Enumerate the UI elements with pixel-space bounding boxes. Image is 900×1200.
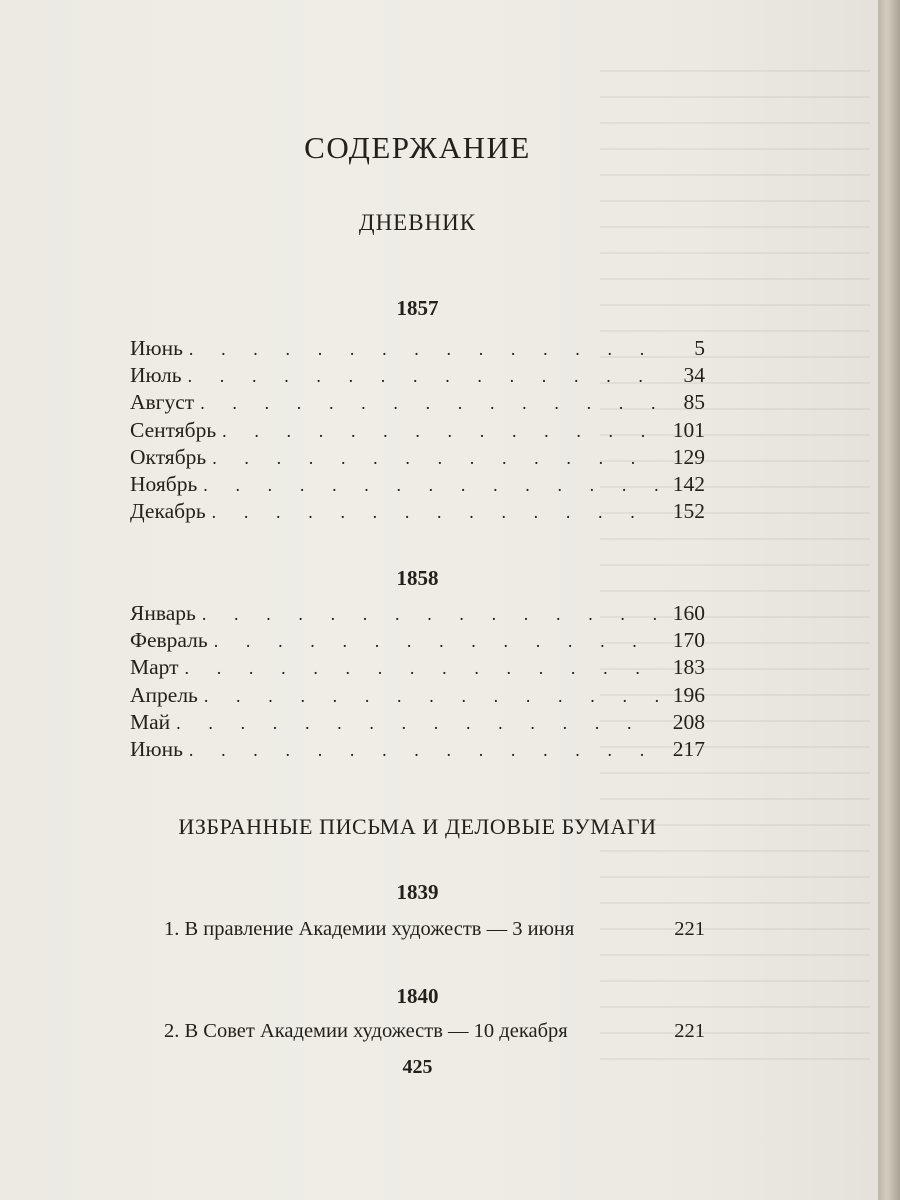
toc-entry-label: Июнь xyxy=(130,336,183,360)
toc-entry-label: Сентябрь xyxy=(130,417,217,442)
page-title: СОДЕРЖАНИЕ xyxy=(304,130,531,165)
toc-entry-page: 170 xyxy=(672,628,705,653)
letter-entry xyxy=(130,1020,705,1043)
toc-entry-page: 152 xyxy=(672,499,705,524)
toc-entry-label: Апрель xyxy=(130,682,198,707)
toc-entry-page: 101 xyxy=(672,417,705,442)
letter-entry-page: 221 xyxy=(674,918,705,940)
dot-leader xyxy=(203,475,659,496)
section-heading-letters: ИЗБРАННЫЕ ПИСЬМА И ДЕЛОВЫЕ БУМАГИ xyxy=(178,814,657,839)
dot-leader xyxy=(212,502,659,523)
dot-leader xyxy=(189,339,659,360)
toc-entry-page: 142 xyxy=(672,471,705,496)
dot-leader xyxy=(214,631,659,652)
toc-entry xyxy=(130,418,705,445)
toc-entry xyxy=(130,710,705,737)
letter-entry-text: 1. В правление Академии художеств — 3 июня xyxy=(164,918,575,940)
toc-entry-page: 160 xyxy=(672,601,705,625)
toc-entry-page: 183 xyxy=(672,655,705,680)
year-heading-1857: 1857 xyxy=(396,296,439,320)
toc-entry-label: Декабрь xyxy=(130,499,206,524)
letter-entry-text: 2. В Совет Академии художеств — 10 декабря xyxy=(164,1020,568,1042)
toc-entry-label: Март xyxy=(130,655,179,680)
dot-leader xyxy=(176,713,659,734)
toc-entry xyxy=(130,683,705,710)
dot-leader xyxy=(188,366,659,387)
toc-entry-page: 217 xyxy=(672,736,705,761)
toc-entry-page: 196 xyxy=(672,682,705,707)
toc-entry xyxy=(130,445,705,472)
toc-entry-page: 34 xyxy=(683,363,705,388)
toc-entry-page: 5 xyxy=(694,336,705,360)
toc-entry xyxy=(130,655,705,682)
dot-leader xyxy=(204,686,659,707)
toc-entry-label: Октябрь xyxy=(130,444,207,469)
toc-entry-label: Июнь xyxy=(130,736,183,761)
toc-entry-label: Август xyxy=(130,390,195,415)
letter-entry-page: 221 xyxy=(674,1020,705,1042)
dot-leader xyxy=(202,604,659,625)
toc-entry xyxy=(130,737,705,764)
toc-entry-label: Июль xyxy=(130,363,182,388)
page-number: 425 xyxy=(402,1056,433,1078)
dot-leader xyxy=(222,421,659,442)
toc-entry xyxy=(130,336,705,363)
toc-list-1857 xyxy=(130,336,705,526)
toc-entry-page: 129 xyxy=(672,444,705,469)
dot-leader xyxy=(200,393,659,414)
toc-entry-page: 85 xyxy=(683,390,705,415)
toc-entry-label: Ноябрь xyxy=(130,471,198,496)
page-edge xyxy=(878,0,900,1200)
dot-leader xyxy=(212,448,659,469)
toc-entry xyxy=(130,499,705,526)
section-heading-diary: ДНЕВНИК xyxy=(358,210,477,235)
toc-entry xyxy=(130,472,705,499)
toc-entry-label: Январь xyxy=(130,601,196,625)
dot-leader xyxy=(189,740,659,761)
dot-leader xyxy=(185,658,659,679)
toc-entry xyxy=(130,628,705,655)
toc-entry-label: Май xyxy=(130,709,171,734)
toc-entry xyxy=(130,601,705,628)
toc-list-1858 xyxy=(130,601,705,764)
year-heading-1839: 1839 xyxy=(396,880,439,904)
toc-entry xyxy=(130,390,705,417)
year-heading-1858: 1858 xyxy=(396,566,439,590)
toc-entry xyxy=(130,363,705,390)
toc-entry-page: 208 xyxy=(672,709,705,734)
letter-entry xyxy=(130,918,705,941)
toc-entry-label: Февраль xyxy=(130,628,208,653)
year-heading-1840: 1840 xyxy=(396,984,439,1008)
